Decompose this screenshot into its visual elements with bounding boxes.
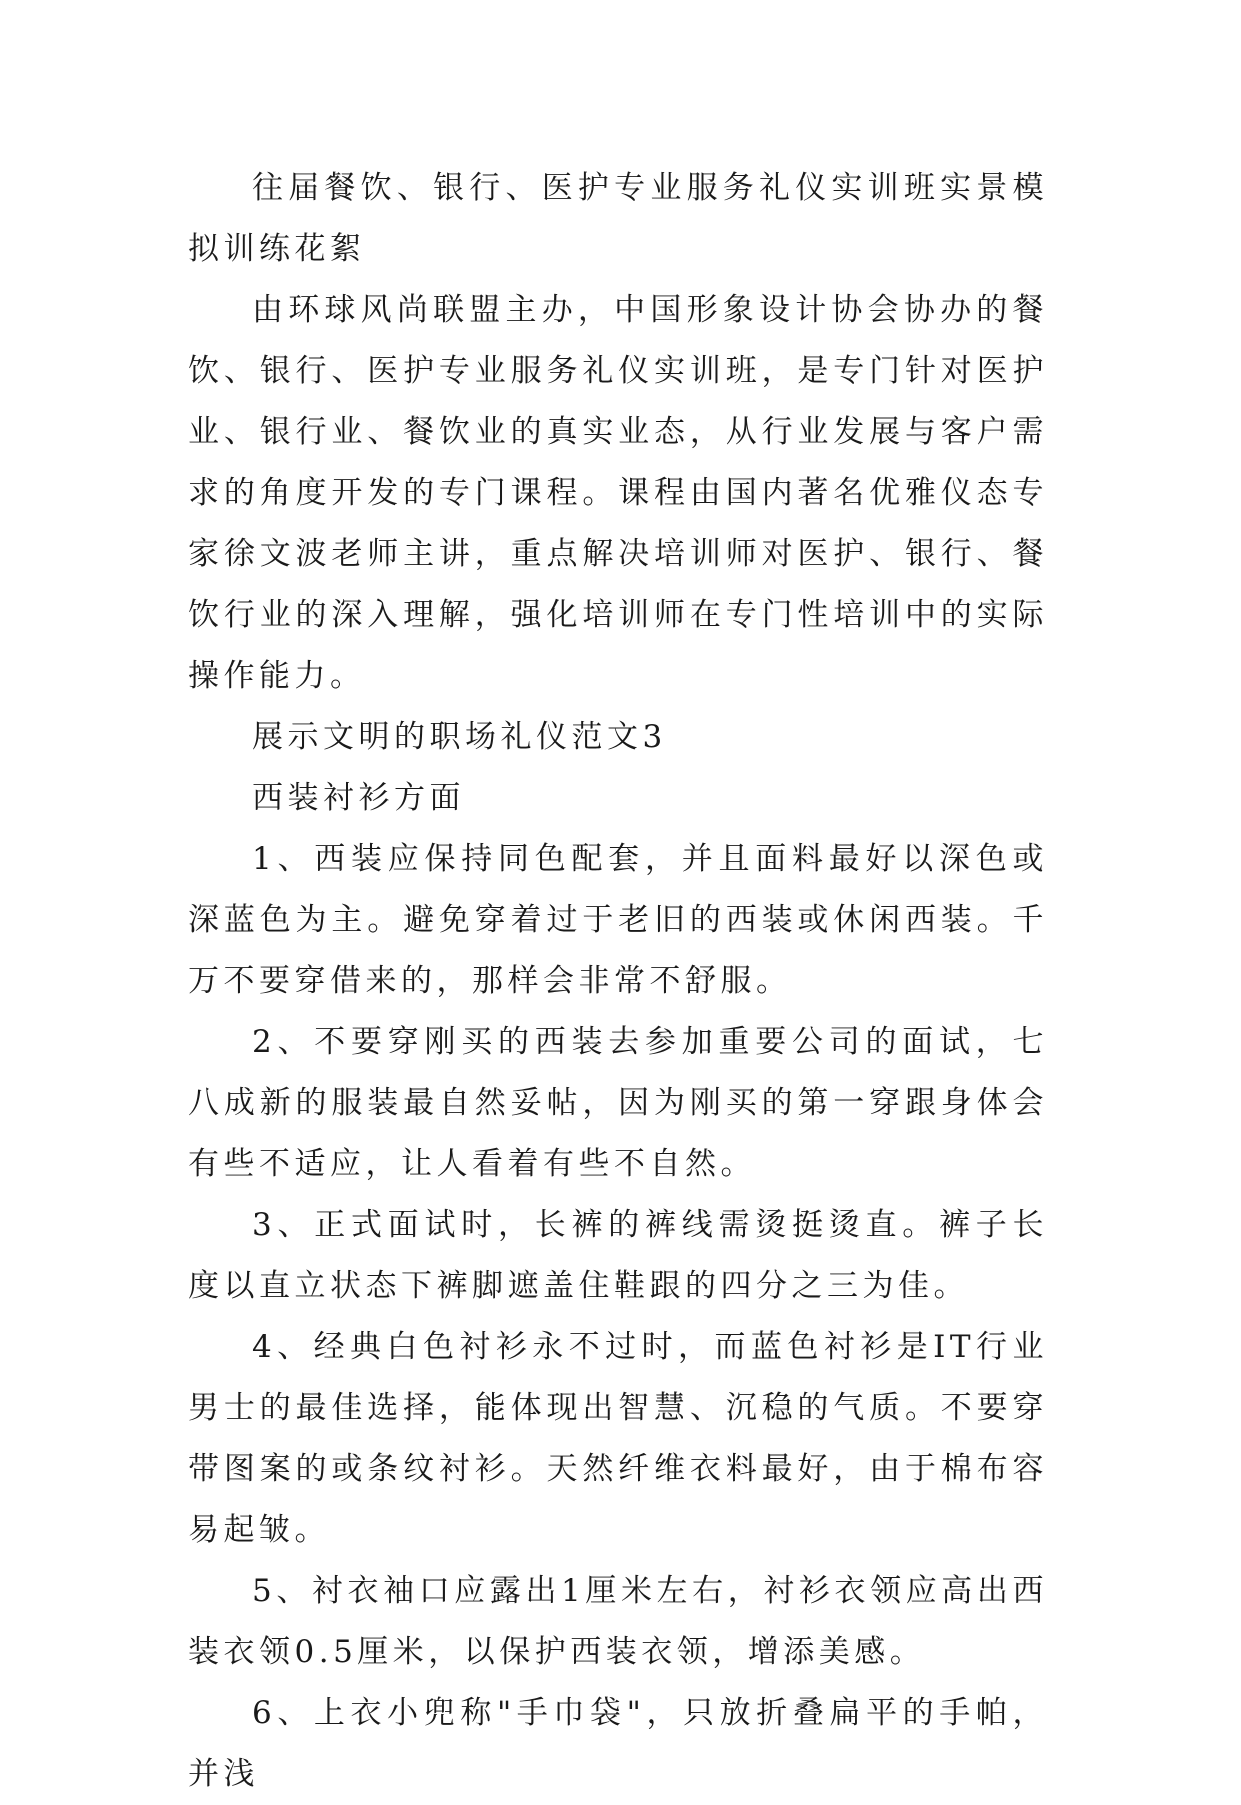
subsection-title: 西装衬衫方面 [252, 780, 465, 816]
paragraph-course-intro: 由环球风尚联盟主办，中国形象设计协会协办的餐饮、银行、医护专业服务礼仪实训班，是专门针对医护业、银行业、餐饮业的真实业态，从行业发展与客户需求的角度开发的专门课程。课程由国内著名优雅仪态专家徐文波老师主讲，重点解决培训师对医护、银行、餐饮行业的深入理解，强化培训师在专门性培训中的实际操作能力。 [188, 292, 1048, 694]
paragraph-training-highlights: 往届餐饮、银行、医护专业服务礼仪实训班实景模拟训练花絮 [188, 170, 1048, 267]
section-title: 展示文明的职场礼仪范文3 [252, 719, 667, 755]
document-body [188, 158, 1048, 1805]
list-item: 5、衬衣袖口应露出1厘米左右，衬衫衣领应高出西装衣领0.5厘米，以保护西装衣领，增添美感。 [188, 1573, 1048, 1670]
list-item: 3、正式面试时，长裤的裤线需烫挺烫直。裤子长度以直立状态下裤脚遮盖住鞋跟的四分之三为佳。 [188, 1207, 1048, 1304]
list-item: 6、上衣小兜称"手巾袋"，只放折叠扁平的手帕，并浅 [188, 1695, 1048, 1792]
list-item: 4、经典白色衬衫永不过时，而蓝色衬衫是IT行业男士的最佳选择，能体现出智慧、沉稳的气质。不要穿带图案的或条纹衬衫。天然纤维衣料最好，由于棉布容易起皱。 [188, 1329, 1048, 1548]
list-item: 1、西装应保持同色配套，并且面料最好以深色或深蓝色为主。避免穿着过于老旧的西装或休闲西装。千万不要穿借来的，那样会非常不舒服。 [188, 841, 1048, 999]
list-item: 2、不要穿刚买的西装去参加重要公司的面试，七八成新的服装最自然妥帖，因为刚买的第一穿跟身体会有些不适应，让人看着有些不自然。 [188, 1024, 1048, 1182]
